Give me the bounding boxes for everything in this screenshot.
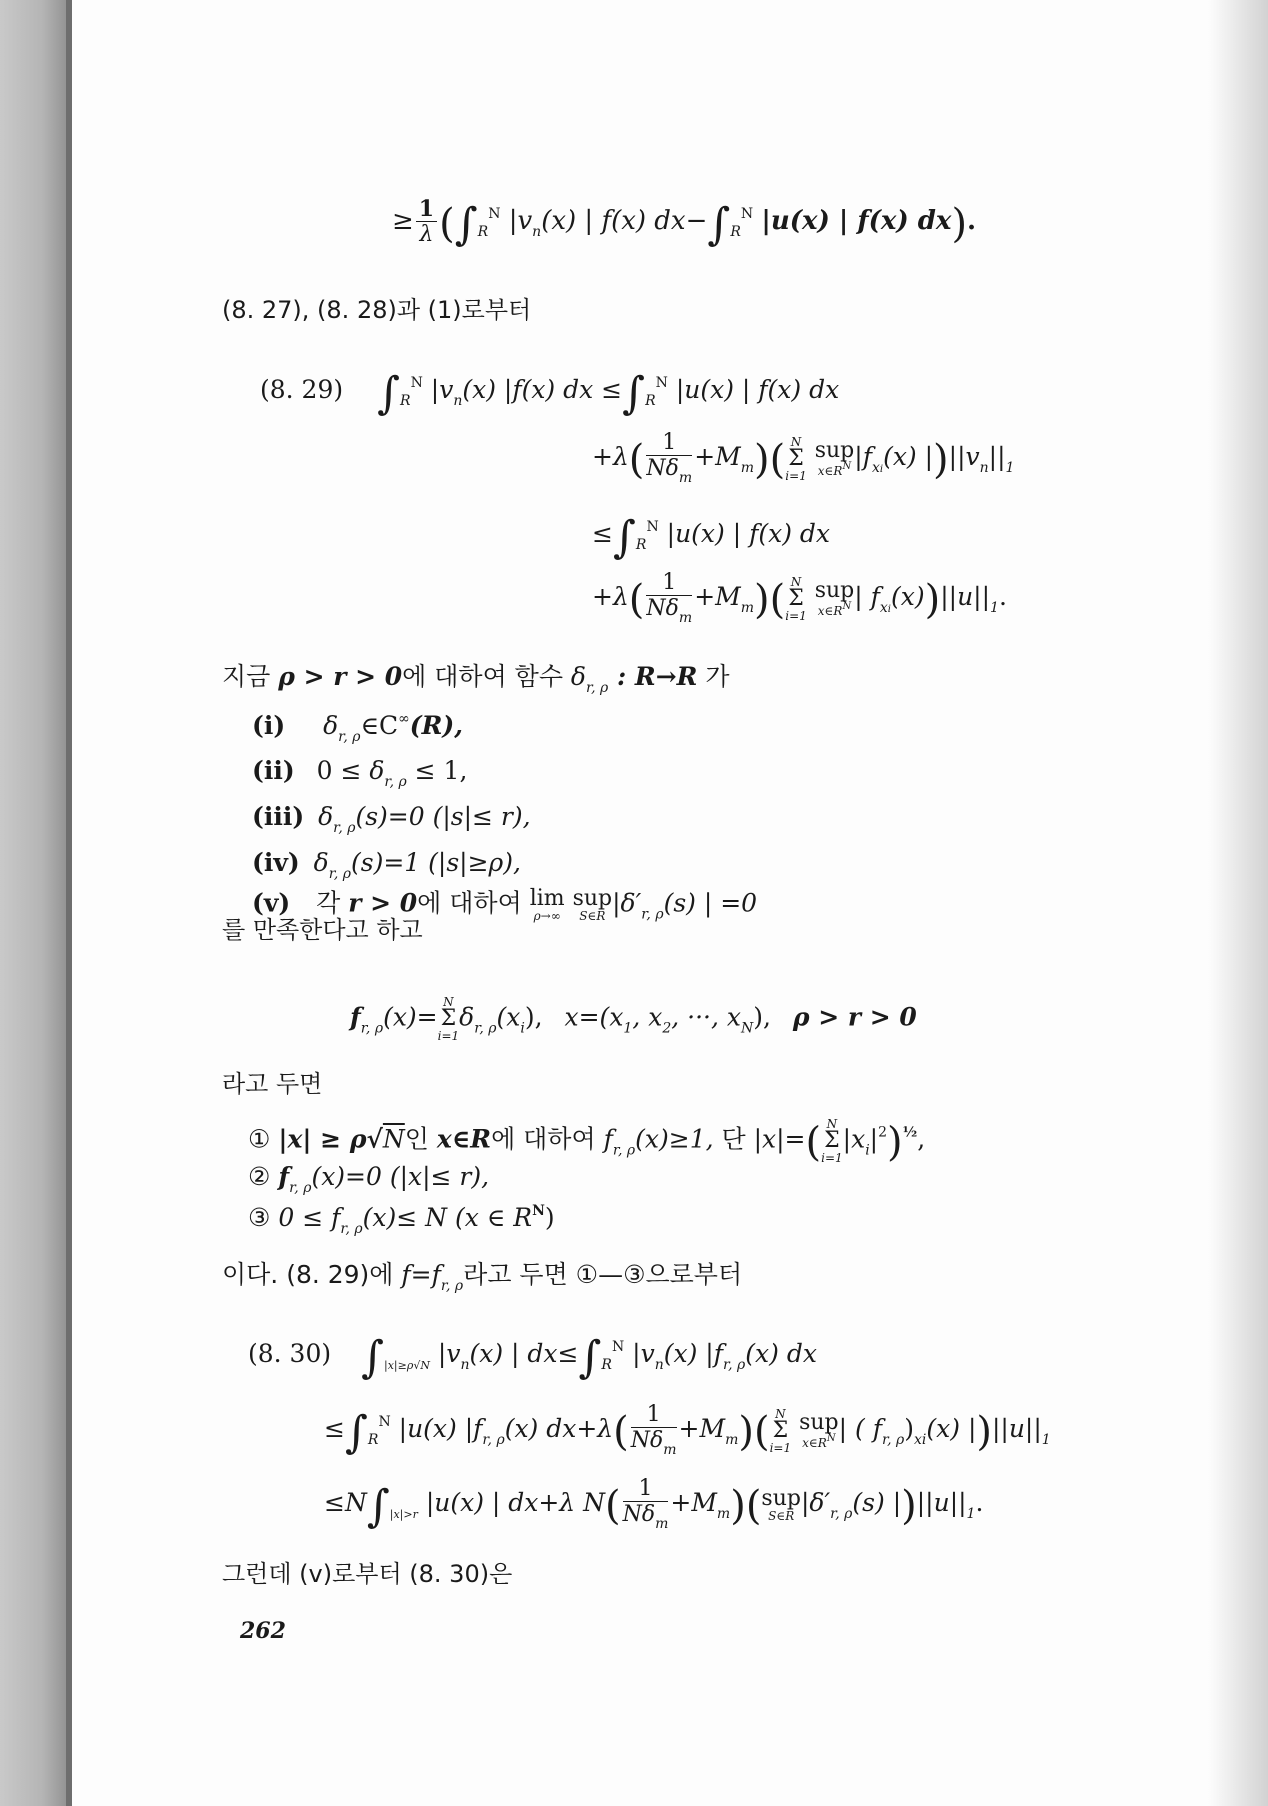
inner-sub: x [871, 460, 880, 476]
paren-open: ( [604, 1483, 621, 1529]
text-for: 에 대하여 [491, 1124, 596, 1154]
sum-upper: N [826, 1117, 838, 1131]
sum-upper: N [775, 1406, 786, 1421]
integral-sign: ∫ [344, 1407, 368, 1458]
sup-operator: sup [799, 1410, 839, 1435]
integral-domain-2: R [645, 393, 656, 409]
condition-label: (iv) [252, 848, 300, 877]
f-symbol: f [278, 1162, 290, 1191]
fraction-numerator: 1 [623, 1478, 669, 1502]
fraction-denominator-sub: m [678, 470, 693, 486]
fraction-one-over-n-delta [646, 572, 692, 625]
norm-inner-sup: 2 [878, 1124, 888, 1141]
condition-label: (v) [252, 888, 291, 918]
fraction-denominator: Nδ [646, 596, 679, 621]
integral-domain: |x|≥ρ√N [384, 1359, 430, 1372]
condition-label: (ii) [252, 756, 295, 785]
fraction-denominator-sub: m [663, 1442, 677, 1458]
paren-open: ( [613, 1409, 629, 1455]
paren-close-2: ) [976, 1409, 992, 1455]
term-v-rest: (x) | f(x) dx− [541, 206, 708, 236]
summation [821, 1118, 843, 1164]
sum-lower: i=1 [821, 1151, 843, 1165]
equation-label: (8. 30) [248, 1339, 332, 1368]
inner-term: | f [854, 582, 880, 611]
term-v-2: |v [632, 1339, 655, 1368]
fraction-one-over-lambda [416, 198, 437, 246]
equation-8-29-line-1 [260, 368, 840, 419]
norm-bound: |x| ≥ ρ√ [278, 1124, 383, 1154]
text-each: 각 [316, 888, 341, 918]
integral-domain: R [477, 224, 489, 240]
text-then: 라고 두면 [222, 1070, 323, 1098]
inner-sub: x [879, 600, 888, 616]
sqrt-n: N [382, 1124, 405, 1154]
sup-lower: x∈R [817, 604, 843, 618]
integral-sign: ∫ [612, 512, 636, 563]
fraction-one-over-n-delta [623, 1478, 669, 1531]
sigma-symbol: Σ [824, 1128, 840, 1153]
f-symbol: f [350, 1002, 361, 1032]
sum-lower: i=1 [769, 1440, 792, 1455]
paren-close-2: ) [924, 577, 941, 623]
circled-one: ① [248, 1124, 271, 1154]
condition-i: (i) $\delta_{r, \rho}\in C^\infty(R)$, [252, 711, 463, 745]
plus-m: +M [670, 1488, 717, 1517]
term-v-sub: n [453, 393, 463, 409]
condition-label: (i) [252, 711, 286, 740]
sup-lower: x∈R [802, 1436, 827, 1450]
term-f: (x) |f [663, 1339, 723, 1368]
f-equals: f=f [401, 1260, 441, 1289]
sigma-symbol: Σ [772, 1417, 789, 1443]
condition-body: ∈C [360, 711, 399, 740]
paren-open: ( [628, 437, 645, 483]
term-u: |u(x) |f [398, 1414, 483, 1443]
text-where: 단 [721, 1124, 746, 1154]
m-sub: m [740, 600, 755, 616]
inner-term: |δ′ [800, 1488, 831, 1517]
term-u: |u(x) | f(x) dx [666, 519, 830, 548]
summation [785, 436, 807, 482]
condition-tail: (R), [409, 711, 463, 740]
f-bound-rest: (x)≤ N (x ∈ R [362, 1203, 533, 1232]
delta-symbol: δ [459, 1002, 475, 1032]
inner-term: | ( f [838, 1414, 882, 1443]
fraction-one-over-n-delta [646, 432, 692, 485]
sup-lower: S∈R [579, 909, 606, 923]
le-n: ≤N [324, 1488, 367, 1517]
norm-u: ||u|| [991, 1414, 1042, 1443]
sup-operator: sup [814, 578, 855, 603]
period: . [975, 1488, 984, 1517]
norm-sub: 1 [1005, 460, 1015, 476]
integral-domain-2: R [730, 224, 741, 240]
paren-open-2: ( [753, 1409, 770, 1455]
paren-open-2: ( [769, 577, 786, 623]
fraction-one-over-n-delta [631, 1404, 677, 1457]
condition-sup: ∞ [398, 711, 410, 727]
fraction-denominator: Nδ [646, 456, 679, 481]
x-dots: , ···, x [671, 1002, 741, 1032]
circled-two: ② [248, 1162, 271, 1191]
f-sub: r, ρ [612, 1142, 636, 1159]
paren-open-2: ( [745, 1483, 762, 1529]
plus-lambda: +λ [592, 442, 629, 471]
supremum [761, 1485, 801, 1523]
equation-8-30-line-2 [324, 1404, 1051, 1457]
term-u: |u(x) | f(x) dx [675, 375, 840, 404]
inner-sub: r, ρ [881, 1432, 905, 1448]
term-f-rest: (x) dx [745, 1339, 817, 1368]
term-v: |v [508, 206, 533, 236]
integral-sign-2: ∫ [578, 1332, 602, 1383]
integral-sign: ∫ [377, 368, 401, 419]
inner-rest: (x) [891, 582, 925, 611]
integral-domain: |x|>r [389, 1508, 418, 1521]
lim-operator: lim [529, 886, 565, 911]
text-from-props: 라고 두면 ①—③으로부터 [463, 1260, 743, 1289]
exponent-half: ½ [902, 1124, 918, 1141]
equation-8-30-line-3 [324, 1478, 983, 1531]
integral-sign: ∫ [361, 1332, 385, 1383]
inner-subsub: i [879, 464, 884, 475]
fraction-numerator: 1 [631, 1404, 677, 1428]
sum-upper: N [790, 574, 802, 589]
circled-three: ③ [248, 1203, 271, 1232]
fraction-denominator: Nδ [630, 1428, 664, 1453]
r-positive: r > 0 [348, 888, 418, 918]
x2-sub: 2 [662, 1020, 672, 1037]
norm-u-sub: 1 [966, 1506, 976, 1522]
integral-domain-exp-2: N [740, 206, 754, 222]
fraction-denominator: λ [419, 222, 434, 247]
comma: , [917, 1124, 926, 1154]
property-1 [248, 1118, 925, 1164]
inner-rest: (x) | [926, 1414, 977, 1443]
delta-arg: (x [496, 1002, 521, 1032]
rho-r-inequality: ρ > r > 0 [792, 1002, 917, 1032]
f-sub: r, ρ [440, 1278, 464, 1294]
integral-domain-exp: N [488, 206, 501, 222]
paren-close: ) [951, 201, 968, 247]
condition-sub: r, ρ [641, 906, 664, 923]
sum-upper: N [790, 434, 802, 449]
paren-open: ( [805, 1119, 822, 1166]
f-symbol: f [603, 1124, 613, 1154]
fraction-denominator: Nδ [622, 1502, 656, 1527]
paren-close: ) [754, 437, 770, 483]
condition-ii: (ii) $0 \le \delta_{r, \rho} \le 1$, [252, 756, 468, 790]
text-for: 에 대하여 [417, 888, 522, 918]
ge-symbol: ≥ [392, 206, 414, 236]
mapping: : R→R [608, 662, 698, 691]
condition-tail: ≤ 1, [406, 756, 468, 785]
inner-term: |f [854, 442, 872, 471]
text-subject: 가 [705, 662, 730, 691]
term-v-rest: (x) |f(x) dx ≤ [462, 375, 623, 404]
delta-sub: r, ρ [474, 1020, 497, 1037]
norm-u: ||u|| [940, 582, 991, 611]
equation-label: (8. 29) [260, 375, 344, 404]
condition-label: (iii) [252, 802, 305, 831]
equation-top [392, 196, 977, 250]
sup-operator: sup [572, 886, 613, 911]
supremum [573, 888, 613, 922]
norm-close: || [988, 442, 1006, 471]
sum-lower: i=1 [785, 468, 807, 483]
text-now: 지금 [222, 662, 271, 691]
equation-8-29-line-2 [592, 432, 1014, 485]
fraction-numerator: 1 [646, 572, 692, 596]
integral-domain-exp-2: N [611, 1339, 625, 1355]
xn-sub: N [741, 1020, 754, 1037]
integral-domain-exp-2: N [655, 375, 668, 391]
norm-u: ||u|| [916, 1488, 967, 1517]
sup-lower: x∈R [817, 464, 843, 478]
property-2 [248, 1164, 489, 1195]
condition-iii: (iii) $\delta_{r, \rho}(s)=0$ (|s|≤ r), [252, 802, 531, 836]
definition-f [350, 996, 917, 1042]
term-u: |u(x) | f(x) dx [761, 206, 952, 236]
delta-close: ), [524, 1002, 543, 1032]
sigma-symbol: Σ [440, 1006, 457, 1031]
integral-domain-exp: N [378, 1414, 391, 1430]
m-sub: m [725, 1432, 739, 1448]
book-spine [0, 0, 70, 1806]
fraction-denominator-sub: m [678, 610, 693, 626]
sup-lower-exp: N [842, 461, 852, 472]
summation [785, 576, 807, 622]
integral-domain-exp: N [410, 375, 423, 391]
delta-sub: r, ρ [585, 680, 609, 696]
fraction-denominator-sub: m [655, 1516, 669, 1532]
supremum [815, 580, 855, 617]
paren-close: ) [887, 1119, 903, 1166]
summation [438, 996, 460, 1042]
term-v-sub: n [532, 224, 542, 240]
limit [530, 888, 565, 922]
term-v: |v [437, 1339, 461, 1368]
term-v-sub: n [460, 1357, 470, 1373]
paren-open: ( [439, 201, 455, 247]
plus-lambda: +λ [592, 582, 629, 611]
plus-m: +M [694, 582, 741, 611]
condition-tail: (s)=0 (|s|≤ r), [355, 802, 531, 831]
norm-inner-sub: i [865, 1142, 870, 1159]
page-number: 262 [240, 1618, 286, 1644]
inner-sub: r, ρ [830, 1506, 853, 1522]
f-bound-pre: 0 ≤ f [278, 1203, 341, 1232]
sum-lower: i=1 [785, 608, 807, 623]
integral-domain-exp: N [646, 519, 659, 535]
paren-close-2: ) [933, 437, 949, 483]
rho-r-inequality: ρ > r > 0 [278, 662, 403, 691]
term-u: |u(x) | dx+λ N [425, 1488, 605, 1517]
lhs-rest: (x)= [383, 1002, 438, 1032]
text-is [222, 1262, 742, 1293]
term-u-sub: r, ρ [482, 1432, 505, 1448]
condition-iv: (iv) $\delta_{r, \rho}(s)=1$ (|s|≥ρ), [252, 848, 521, 882]
paren-open: ( [628, 577, 645, 623]
summation [770, 1408, 792, 1454]
f-sub: r, ρ [289, 1180, 312, 1196]
m-sub: m [740, 460, 755, 476]
integral-domain: R [635, 537, 647, 553]
x-def: x=(x [564, 1002, 624, 1032]
lim-lower: ρ→∞ [533, 909, 561, 923]
inner-close-sub: xi [914, 1432, 927, 1448]
integral-sign-2: ∫ [707, 199, 731, 250]
condition-pre: 0 ≤ [316, 756, 370, 785]
x1-sub: 1 [623, 1020, 633, 1037]
inner-rest: (s) | [852, 1488, 902, 1517]
supremum [815, 440, 855, 477]
sum-lower: i=1 [437, 1029, 460, 1043]
norm-u-sub: 1 [1041, 1432, 1051, 1448]
f-zero: (x)=0 (|x|≤ r), [311, 1162, 490, 1191]
period: . [998, 582, 1007, 611]
delta-symbol: δ [570, 662, 586, 691]
term-u-rest: (x) dx+λ [504, 1414, 614, 1443]
sigma-symbol: Σ [788, 585, 804, 611]
paren-close: ) [544, 1203, 555, 1232]
text-this-is: 이다. (8. 29)에 [222, 1260, 394, 1289]
integral-domain: R [400, 393, 411, 409]
norm-inner: |x [842, 1124, 866, 1154]
integral-sign-2: ∫ [622, 368, 646, 419]
equation-8-29-line-4 [592, 572, 1007, 625]
term-v: |v [430, 375, 454, 404]
sup-operator: sup [761, 1485, 801, 1511]
condition-body: |δ′ [612, 888, 642, 918]
integral-domain: R [367, 1432, 379, 1448]
text-however: 그런데 (v)로부터 (8. 30)은 [222, 1560, 513, 1588]
f-sub: r, ρ [340, 1221, 363, 1237]
term-v-rest: (x) | dx≤ [469, 1339, 579, 1368]
equation-8-29-line-3 [592, 512, 830, 563]
inner-close: ) [904, 1414, 915, 1443]
supremum [799, 1412, 839, 1449]
f-sub: r, ρ [360, 1020, 384, 1037]
norm-def: |x|= [753, 1124, 806, 1154]
integral-sign: ∫ [366, 1481, 390, 1532]
sum-upper: N [443, 995, 454, 1009]
term-f-sub: r, ρ [722, 1357, 746, 1373]
norm-inner-rest: | [869, 1124, 879, 1154]
m-sub: m [716, 1506, 731, 1522]
plus-m: +M [694, 442, 741, 471]
paren-close: ) [730, 1483, 746, 1529]
x2: , x [632, 1002, 663, 1032]
text-now-define [222, 664, 730, 695]
le-symbol: ≤ [592, 519, 613, 548]
period: . [967, 206, 977, 236]
norm-u-sub: 1 [990, 600, 999, 616]
sigma-symbol: Σ [788, 445, 804, 471]
equation-8-30-line-1 [248, 1332, 817, 1383]
property-3 [248, 1204, 555, 1236]
sup-lower: S∈R [768, 1508, 795, 1523]
inner-subsub: i [887, 604, 891, 615]
condition-tail: (s)=1 (|s|≥ρ), [351, 848, 521, 877]
x-in-r: x∈R [436, 1124, 492, 1154]
fraction-numerator: 1 [416, 198, 437, 222]
integral-domain-2: R [601, 1357, 612, 1373]
integral-sign: ∫ [454, 199, 478, 250]
text-satisfy: 를 만족한다고 하고 [222, 916, 423, 944]
fraction-numerator: 1 [646, 432, 692, 456]
term-v-2-sub: n [654, 1357, 664, 1373]
r-exponent: N [532, 1203, 545, 1219]
plus-m: +M [678, 1414, 726, 1443]
text-for-function: 에 대하여 함수 [402, 662, 563, 691]
le-symbol: ≤ [324, 1414, 345, 1443]
page-right-shadow [1208, 0, 1268, 1806]
inner-rest: (x) | [883, 442, 934, 471]
text-from-refs: (8. 27), (8. 28)과 (1)로부터 [222, 296, 532, 324]
text-in: 인 [404, 1124, 429, 1154]
norm-v: ||v [948, 442, 980, 471]
paren-open-2: ( [769, 437, 786, 483]
sup-lower-exp: N [842, 601, 852, 612]
paren-close-2: ) [901, 1483, 917, 1529]
paren-close: ) [754, 577, 770, 623]
sup-operator: sup [814, 438, 855, 463]
condition-rest: (s) | =0 [663, 888, 758, 918]
delta-arg-sub: i [520, 1020, 525, 1037]
norm-v-sub: n [979, 460, 989, 476]
paren-close: ) [738, 1409, 754, 1455]
f-bound: (x)≥1, [635, 1124, 714, 1154]
sup-lower-exp: N [826, 1433, 836, 1444]
x-close: ), [753, 1002, 771, 1032]
